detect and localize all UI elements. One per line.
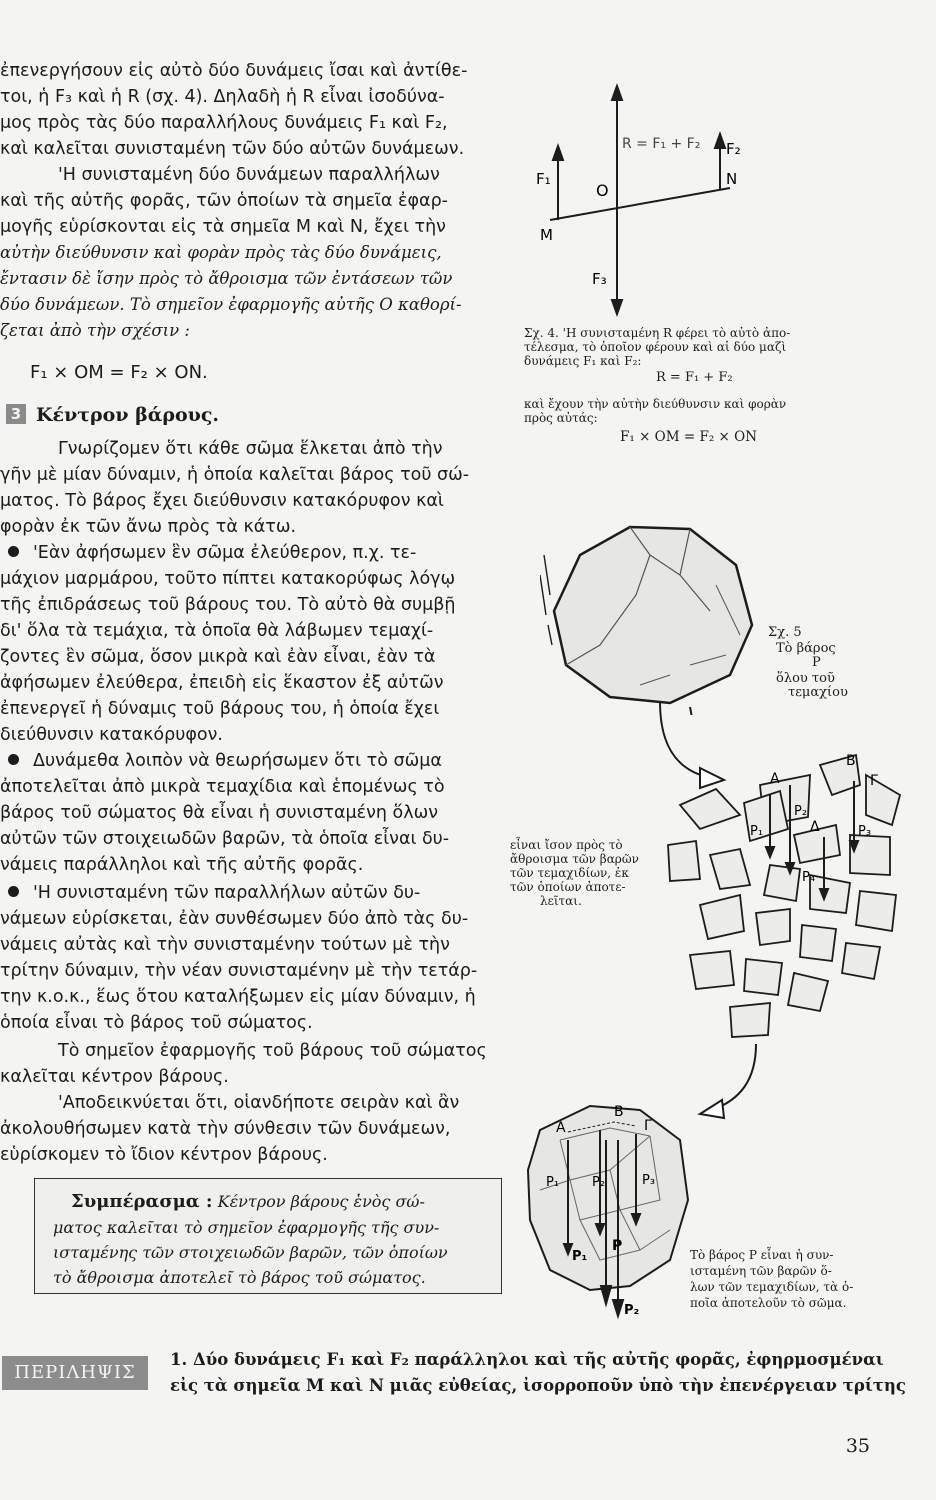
piece-label-B: B	[846, 753, 856, 769]
caption-line: Σχ. 4. 'Η συνισταμένη R φέρει τὸ αὐτὸ ἀπο-	[524, 326, 791, 340]
text-line: μάχιον μαρμάρου, τοῦτο πίπτει κατακορύφως λόγῳ	[0, 569, 456, 589]
bullet-icon	[8, 886, 19, 897]
text-line: ζοντες ἓν σῶμα, ὅσον μικρὰ καὶ ἐὰν εἶναι, ἐὰν τὰ	[0, 647, 436, 667]
r-arrowhead	[612, 86, 622, 100]
bullet-icon	[8, 754, 19, 765]
text-line: 'Εὰν ἀφήσωμεν ἓν σῶμα ἐλεύθερον, π.χ. τε-	[8, 540, 416, 566]
summary-line: εἰς τὰ σημεῖα Μ καὶ Ν μιᾶς εὐθείας, ἰσορροποῦν ὑπὸ τὴν ἐπενέργειαν τρίτης	[170, 1376, 906, 1395]
conclusion-first-line: Συμπέρασμα : Κέντρον βάρους ἑνὸς σώ-	[71, 1191, 425, 1212]
caption-line: λεῖται.	[540, 894, 582, 908]
text-line: νάμεων εὑρίσκεται, ἐὰν συνθέσωμεν δύο ἀπὸ τὰς δυ-	[0, 909, 469, 929]
caption-formula: R = F₁ + F₂	[656, 370, 733, 385]
piece-label-D: Δ	[810, 819, 820, 835]
summary-line: 1. Δύο δυνάμεις F₁ καὶ F₂ παράλληλοι καὶ τῆς αὐτῆς φορᾶς, ἐφηρμοσμέναι	[170, 1350, 884, 1369]
piece-label-P4: P₄	[802, 870, 816, 885]
caption-line: λων τῶν τεμαχιδίων, τὰ ὁ-	[690, 1280, 854, 1294]
text-line: Δυνάμεθα λοιπὸν νὰ θεωρήσωμεν ὅτι τὸ σῶμα	[8, 748, 442, 774]
body-label-A: A	[556, 1120, 566, 1136]
f2-arrowhead	[715, 134, 725, 148]
text-line: φορὰν ἐκ τῶν ἄνω πρὸς τὰ κάτω.	[0, 517, 297, 537]
caption-line: τέλεσμα, τὸ ὁποῖον φέρουν καὶ αἱ δύο μαζὶ	[524, 340, 787, 354]
text-line: ὁποία εἶναι τὸ βάρος τοῦ σώματος.	[0, 1013, 313, 1033]
text-line: καὶ τῆς αὐτῆς φορᾶς, τῶν ὁποίων τὰ σημεῖα ἐφαρ-	[0, 191, 448, 211]
pieces-illustration	[660, 745, 920, 1045]
text-line: ἐπενεργεῖ ἡ δύναμις τοῦ βάρους του, ἡ ὁποία ἔχει	[0, 699, 440, 719]
text-line: ἀφήσωμεν ἐλεύθερα, ἐπειδὴ εἰς ἕκαστον ἐξ αὐτῶν	[0, 673, 444, 693]
assembled-body-illustration	[520, 1100, 700, 1320]
body-label-P1: P₁	[546, 1175, 560, 1190]
conclusion-line: ματος καλεῖται τὸ σημεῖον ἐφαρμογῆς τῆς συν-	[53, 1218, 440, 1237]
label-F2: F₂	[726, 140, 741, 158]
text-line: Γνωρίζομεν ὅτι κάθε σῶμα ἕλκεται ἀπὸ τὴν	[58, 439, 443, 459]
text-line: τοι, ἡ F₃ καὶ ἡ R (σχ. 4). Δηλαδὴ ἡ R εἶναι ἰσοδύνα-	[0, 87, 445, 107]
summary-tag: ΠΕΡΙΛΗΨΙΣ	[2, 1356, 148, 1390]
caption-line: ισταμένη τῶν βαρῶν ὅ-	[690, 1264, 832, 1278]
marble-rock-illustration	[540, 515, 770, 715]
label-N: N	[726, 170, 738, 188]
label-O: O	[596, 181, 609, 200]
text-line: εὑρίσκομεν τὸ ἴδιον κέντρον βάρους.	[0, 1145, 328, 1165]
caption-formula: F₁ × OM = F₂ × ON	[620, 429, 758, 445]
text-line: βάρος τοῦ σώματος θὰ εἶναι ἡ συνισταμένη ὅλων	[0, 803, 439, 823]
caption-line: τῶν τεμαχιδίων, ἐκ	[510, 866, 629, 880]
text-line: ἐπενεργήσουν εἰς αὐτὸ δύο δυνάμεις ἴσαι καὶ ἀντίθε-	[0, 61, 468, 81]
lever-line	[550, 188, 730, 220]
body-label-P2: P₂	[592, 1175, 606, 1190]
text-line: αὐτῶν τῶν στοιχειωδῶν βαρῶν, τὰ ὁποῖα εἶναι δυ-	[0, 829, 450, 849]
text-line: δύο δυνάμεων. Τὸ σημεῖον ἐφαρμογῆς αὐτῆς Ο καθορί-	[0, 295, 462, 314]
caption-line: ἄθροισμα τῶν βαρῶν	[510, 852, 639, 866]
figure-4-diagram	[520, 80, 760, 320]
piece-label-A: A	[770, 771, 780, 787]
text-line: 'Αποδεικνύεται ὅτι, οἱανδήποτε σειρὰν καὶ ἂν	[58, 1093, 460, 1113]
text-line: τρίτην δύναμιν, τὴν νέαν συνισταμένην μὲ τὴν τετάρ-	[0, 961, 478, 981]
caption-line: Τὸ βάρος	[776, 641, 836, 656]
text-line: αὐτὴν διεύθυνσιν καὶ φορὰν πρὸς τὰς δύο δυνάμεις,	[0, 243, 442, 262]
caption-line: καὶ ἔχουν τὴν αὐτὴν διεύθυνσιν καὶ φορὰν	[524, 397, 787, 411]
conclusion-box	[34, 1178, 502, 1294]
text-line: καλεῖται κέντρον βάρους.	[0, 1067, 229, 1087]
conclusion-line: ισταμένης τῶν στοιχειωδῶν βαρῶν, τῶν ὁποίων	[53, 1243, 448, 1262]
piece-label-G: Γ	[870, 773, 878, 789]
body-label-G: Γ	[644, 1118, 652, 1134]
text-line: ἀκολουθήσωμεν κατὰ τὴν σύνθεσιν τῶν δυνάμεων,	[0, 1119, 451, 1139]
body-label-P: P	[612, 1238, 623, 1254]
text-line: δι' ὅλα τὰ τεμάχια, τὰ ὁποῖα θὰ λάβωμεν τεμαχί-	[0, 621, 434, 641]
text-line: ἀποτελεῖται ἀπὸ μικρὰ τεμαχίδια καὶ ἑπομένως τὸ	[0, 777, 445, 797]
text-line: μογῆς εὑρίσκονται εἰς τὰ σημεῖα Μ καὶ Ν, ἔχει τὴν	[0, 217, 446, 237]
label-F3: F₃	[592, 270, 607, 288]
caption-line: εἶναι ἴσον πρὸς τὸ	[510, 838, 623, 852]
body-label-B: B	[614, 1104, 624, 1120]
caption-line: ποῖα ἀποτελοῦν τὸ σῶμα.	[690, 1296, 847, 1310]
body-label-Pbig2: P₂	[624, 1303, 640, 1318]
text-line: ἔντασιν δὲ ἴσην πρὸς τὸ ἄθροισμα τῶν ἐντάσεων τῶν	[0, 269, 453, 288]
section-number: 3	[6, 404, 26, 424]
body-label-Pbig1: P₁	[572, 1249, 588, 1264]
label-M: M	[540, 226, 553, 244]
text-line: μος πρὸς τὰς δύο παραλλήλους δυνάμεις F₁ καὶ F₂,	[0, 113, 448, 133]
text-line: νάμεις αὐτὰς καὶ τὴν συνισταμένην τούτων μὲ τὴν	[0, 935, 450, 955]
bullet-icon	[8, 546, 19, 557]
piece-label-P1: P₁	[750, 824, 764, 839]
caption-line: Σχ. 5	[768, 625, 802, 640]
label-R: R = F₁ + F₂	[622, 136, 701, 152]
caption-line: ὅλου τοῦ	[776, 671, 835, 686]
body-label-P3: P₃	[642, 1173, 656, 1188]
label-F1: F₁	[536, 170, 551, 188]
piece-label-P3: P₃	[858, 824, 872, 839]
f3-arrowhead	[612, 300, 622, 314]
text-line: ζεται ἀπὸ τὴν σχέσιν :	[0, 321, 190, 340]
text-line: 'Η συνισταμένη δύο δυνάμεων παραλλήλων	[58, 165, 440, 185]
caption-line: πρὸς αὐτάς:	[524, 411, 598, 425]
text-line: τῆς ἐπιδράσεως τοῦ βάρους του. Τὸ αὐτὸ θὰ συμβῇ	[0, 595, 456, 615]
text-line: την κ.ο.κ., ἕως ὅτου καταλήξωμεν εἰς μίαν δύναμιν, ἡ	[0, 987, 476, 1007]
section-title: Κέντρον βάρους.	[36, 404, 220, 426]
caption-line: δυνάμεις F₁ καὶ F₂:	[524, 354, 642, 368]
conclusion-line: τὸ ἄθροισμα ἀποτελεῖ τὸ βάρος τοῦ σώματος.	[53, 1268, 426, 1287]
f1-arrowhead	[553, 146, 563, 160]
section-heading	[6, 404, 219, 426]
text-line: καὶ καλεῖται συνισταμένη τῶν δύο αὐτῶν δυνάμεων.	[0, 139, 465, 159]
text-line: νάμεις παράλληλοι καὶ τῆς αὐτῆς φορᾶς.	[0, 855, 364, 875]
caption-line: P	[812, 655, 821, 670]
text-line: διεύθυνσιν κατακόρυφον.	[0, 725, 223, 745]
piece-label-P2: P₂	[794, 804, 808, 819]
caption-line: τῶν ὁποίων ἀποτε-	[510, 880, 626, 894]
curved-arrow-2	[690, 1040, 770, 1120]
text-line: 'Η συνισταμένη τῶν παραλλήλων αὐτῶν δυ-	[8, 880, 420, 906]
text-line: ματος. Τὸ βάρος ἔχει διεύθυνσιν κατακόρυφον καὶ	[0, 491, 444, 511]
formula: F₁ × OM = F₂ × ON.	[30, 362, 208, 383]
conclusion-label: Συμπέρασμα :	[71, 1191, 213, 1212]
caption-line: Τὸ βάρος P εἶναι ἡ συν-	[690, 1248, 834, 1262]
text-line: Τὸ σημεῖον ἐφαρμογῆς τοῦ βάρους τοῦ σώματος	[58, 1041, 487, 1061]
caption-line: τεμαχίου	[788, 685, 848, 700]
page-number: 35	[845, 1435, 870, 1457]
text-line: γῆν μὲ μίαν δύναμιν, ἡ ὁποία καλεῖται βάρος τοῦ σώ-	[0, 465, 470, 485]
